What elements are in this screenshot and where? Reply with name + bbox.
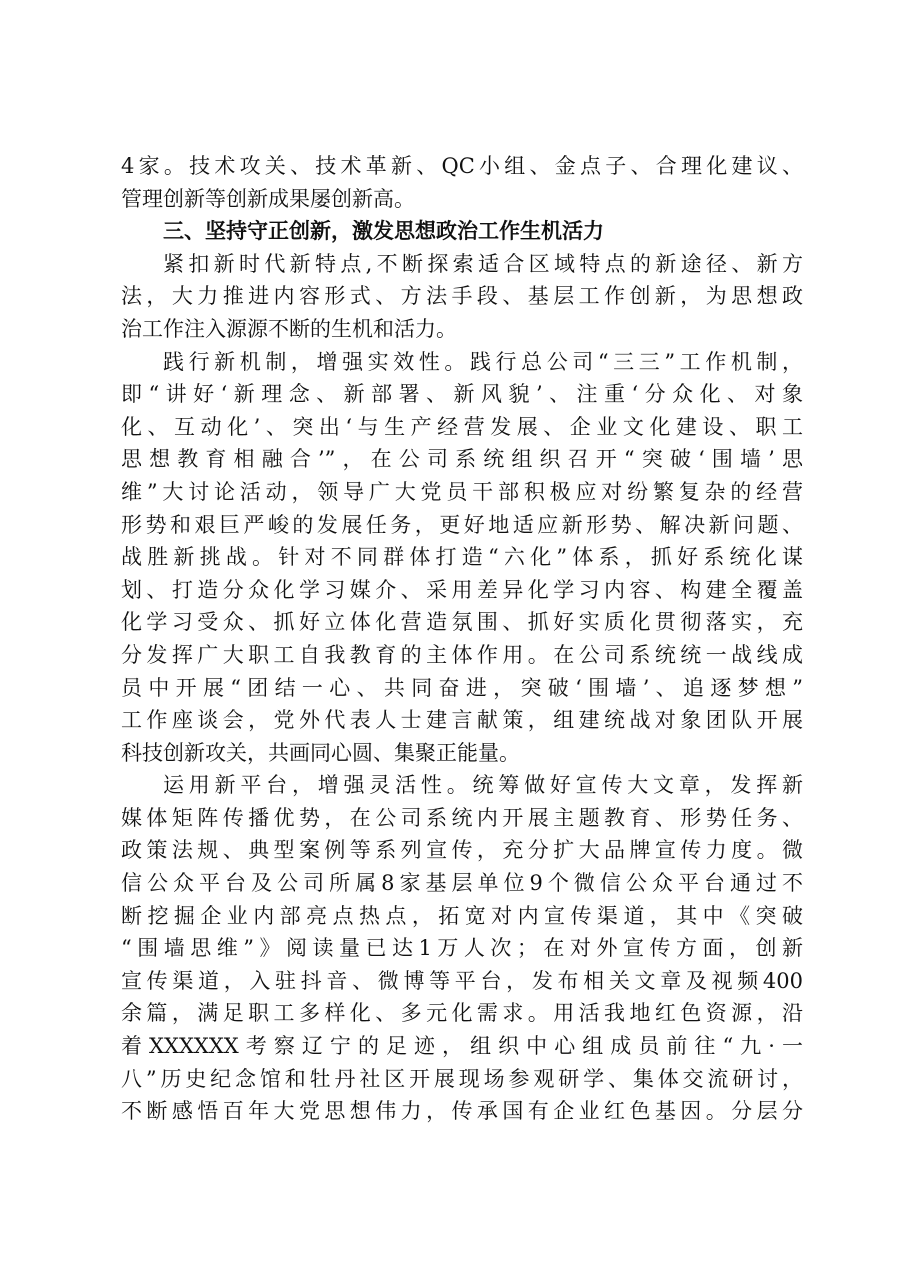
text-line: 八”历史纪念馆和牡丹社区开展现场参观研学、集体交流研讨， xyxy=(121,1066,803,1091)
text-line: 工作座谈会，党外代表人士建言献策，组建统战对象团队开展 xyxy=(121,708,803,733)
text-line: 维”大讨论活动，领导广大党员干部积极应对纷繁复杂的经营 xyxy=(121,479,803,504)
text-line: 化学习受众、抓好立体化营造氛围、抓好实质化贯彻落实，充 xyxy=(121,610,803,635)
text-line: 宣传渠道，入驻抖音、微博等平台，发布相关文章及视频400 xyxy=(121,968,803,993)
text-line: 分发挥广大职工自我教育的主体作用。在公司系统统一战线成 xyxy=(121,642,803,667)
text-line: 4家。技术攻关、技术革新、QC小组、金点子、合理化建议、 xyxy=(121,154,803,178)
text-line: 化、互动化’、突出‘与生产经营发展、企业文化建设、职工 xyxy=(121,414,803,439)
text-line: 战胜新挑战。针对不同群体打造“六化”体系，抓好系统化谋 xyxy=(121,545,803,570)
text-line: 践行新机制，增强实效性。践行总公司“三三”工作机制， xyxy=(163,349,803,374)
text-line: “围墙思维”》阅读量已达1万人次；在对外宣传方面，创新 xyxy=(121,936,803,961)
text-line: 治工作注入源源不断的生机和活力。 xyxy=(121,316,457,341)
text-line: 员中开展“团结一心、共同奋进，突破‘围墙’、追逐梦想” xyxy=(121,675,803,700)
text-line: 形势和艰巨严峻的发展任务，更好地适应新形势、解决新问题、 xyxy=(121,512,803,537)
text-line: 划、打造分众化学习媒介、采用差异化学习内容、构建全覆盖 xyxy=(121,577,803,602)
text-line: 运用新平台，增强灵活性。统筹做好宣传大文章，发挥新 xyxy=(163,773,803,798)
text-line: 信公众平台及公司所属8家基层单位9个微信公众平台通过不 xyxy=(121,871,803,896)
text-line: 思想教育相融合’”，在公司系统组织召开“突破‘围墙’思 xyxy=(121,447,803,472)
section-heading: 三、坚持守正创新，激发思想政治工作生机活力 xyxy=(163,219,604,244)
text-line: 不断感悟百年大党思想伟力，传承国有企业红色基因。分层分 xyxy=(121,1099,803,1124)
text-line: 着XXXXXX考察辽宁的足迹，组织中心组成员前往“九·一 xyxy=(121,1034,803,1059)
text-line: 断挖掘企业内部亮点热点，拓宽对内宣传渠道，其中《突破 xyxy=(121,903,803,928)
text-line: 即“讲好‘新理念、新部署、新风貌’、注重‘分众化、对象 xyxy=(121,382,803,407)
text-line: 媒体矩阵传播优势，在公司系统内开展主题教育、形势任务、 xyxy=(121,805,803,830)
text-line: 管理创新等创新成果屡创新高。 xyxy=(121,186,415,211)
text-line: 法，大力推进内容形式、方法手段、基层工作创新，为思想政 xyxy=(121,284,803,309)
text-line: 紧扣新时代新特点,不断探索适合区域特点的新途径、新方 xyxy=(163,251,803,276)
text-line: 政策法规、典型案例等系列宣传，充分扩大品牌宣传力度。微 xyxy=(121,838,803,863)
text-line: 余篇，满足职工多样化、多元化需求。用活我地红色资源，沿 xyxy=(121,1001,803,1026)
text-line: 科技创新攻关，共画同心圆、集聚正能量。 xyxy=(121,740,520,765)
document-body xyxy=(121,150,803,1128)
